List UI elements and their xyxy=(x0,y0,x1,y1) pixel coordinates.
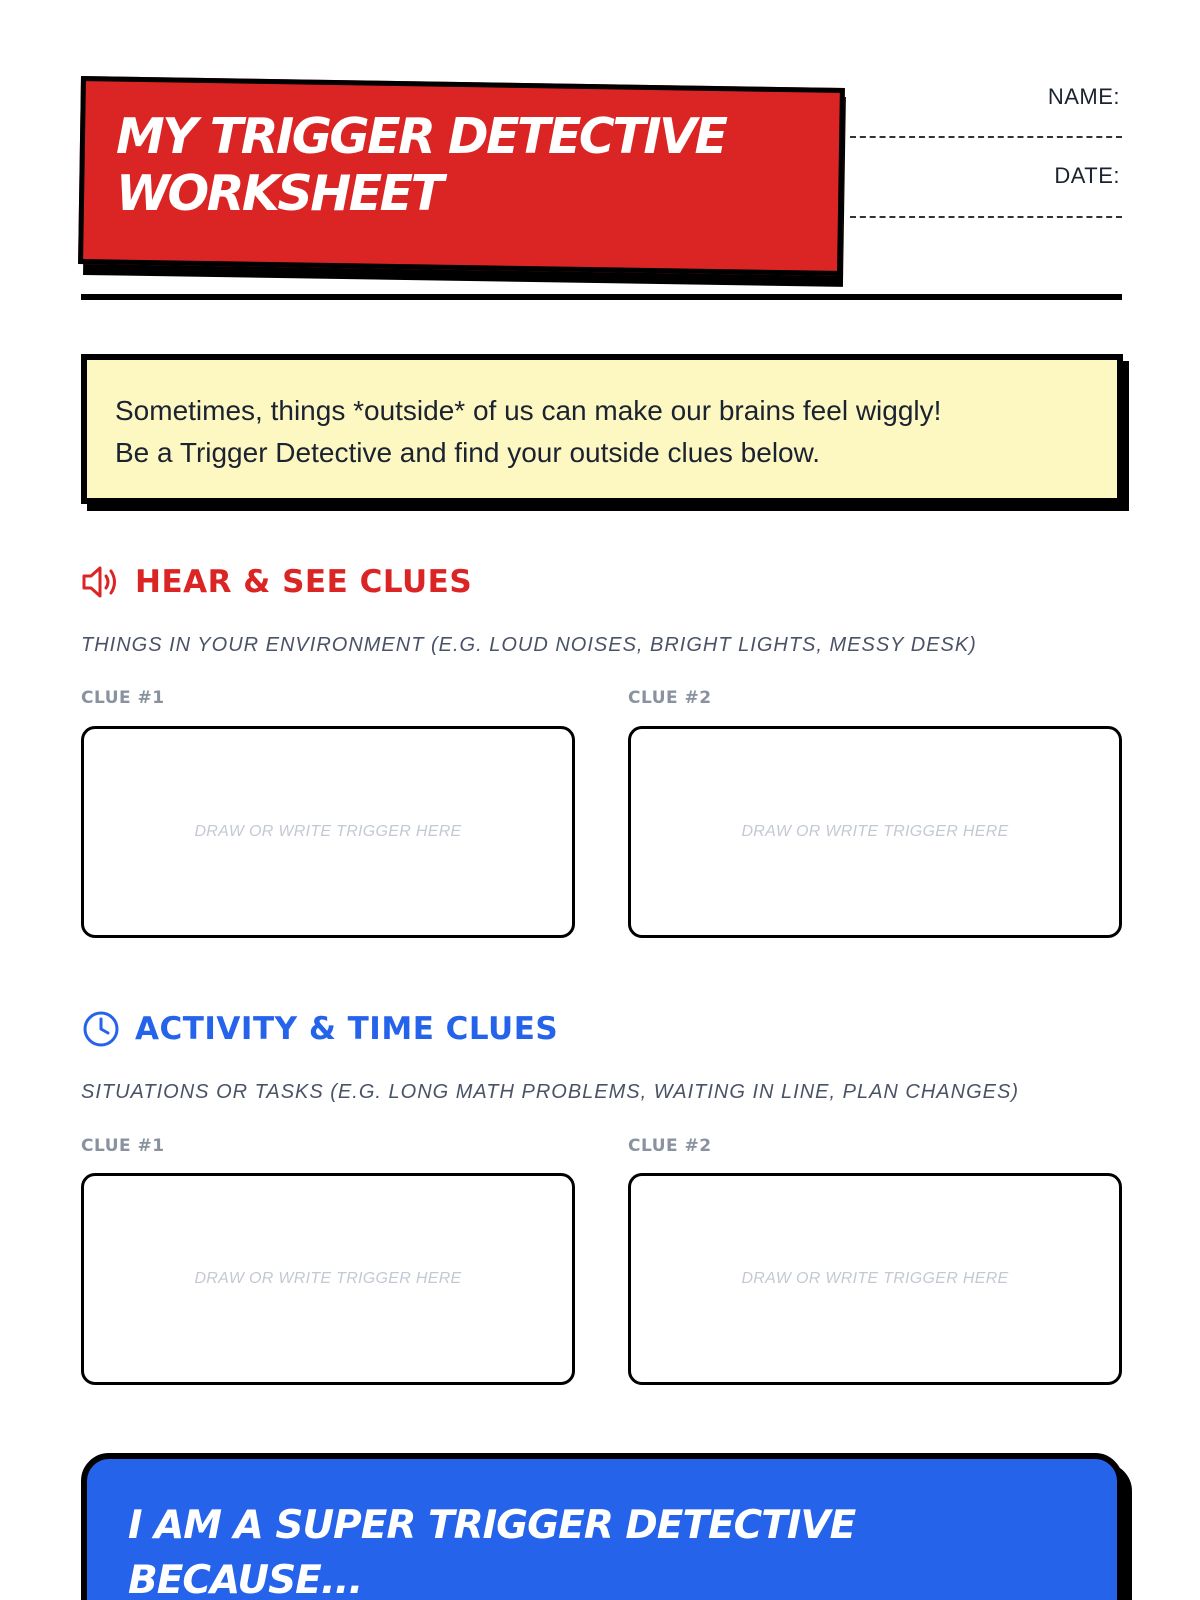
footer-banner-text: I AM A SUPER TRIGGER DETECTIVE BECAUSE... xyxy=(128,1503,856,1600)
activity-time-clue-1-box[interactable] xyxy=(81,1173,575,1385)
hear-see-clue-1-placeholder: DRAW OR WRITE TRIGGER HERE xyxy=(194,823,462,840)
section-activity-time-description: SITUATIONS OR TASKS (E.G. LONG MATH PROBLEMS, WAITING IN LINE, PLAN CHANGES) xyxy=(81,1081,1019,1103)
hear-see-clue-1-box[interactable] xyxy=(81,726,575,938)
page-title: MY TRIGGER DETECTIVE WORKSHEET xyxy=(116,108,726,222)
activity-time-clue-2-box[interactable] xyxy=(628,1173,1122,1385)
hear-see-clue-2-box[interactable] xyxy=(628,726,1122,938)
hear-see-clue-2-label: CLUE #2 xyxy=(628,688,712,708)
name-field[interactable] xyxy=(850,136,1122,138)
date-field[interactable] xyxy=(850,216,1122,218)
section-activity-time-header xyxy=(81,1009,558,1049)
activity-time-clue-1-placeholder: DRAW OR WRITE TRIGGER HERE xyxy=(194,1270,462,1287)
section-hear-see-description: THINGS IN YOUR ENVIRONMENT (E.G. LOUD NOISES, BRIGHT LIGHTS, MESSY DESK) xyxy=(81,634,977,656)
name-label: NAME: xyxy=(1047,84,1120,109)
clock-icon xyxy=(81,1009,121,1049)
intro-callout xyxy=(81,354,1123,504)
section-activity-time-title: ACTIVITY & TIME CLUES xyxy=(135,1011,559,1047)
intro-text: Sometimes, things *outside* of us can make our brains feel wiggly! Be a Trigger Detective and find your outside clues below. xyxy=(115,395,942,468)
hear-see-clue-1-label: CLUE #1 xyxy=(81,688,165,708)
activity-time-clue-2-label: CLUE #2 xyxy=(628,1136,712,1156)
speaker-icon xyxy=(81,562,121,602)
header-divider xyxy=(81,294,1122,300)
activity-time-clue-1-label: CLUE #1 xyxy=(81,1136,165,1156)
section-hear-see-header xyxy=(81,562,472,602)
hear-see-clue-2-placeholder: DRAW OR WRITE TRIGGER HERE xyxy=(741,823,1009,840)
section-hear-see-title: HEAR & SEE CLUES xyxy=(135,564,473,600)
activity-time-clue-2-placeholder: DRAW OR WRITE TRIGGER HERE xyxy=(741,1270,1009,1287)
date-label: DATE: xyxy=(1054,163,1120,188)
